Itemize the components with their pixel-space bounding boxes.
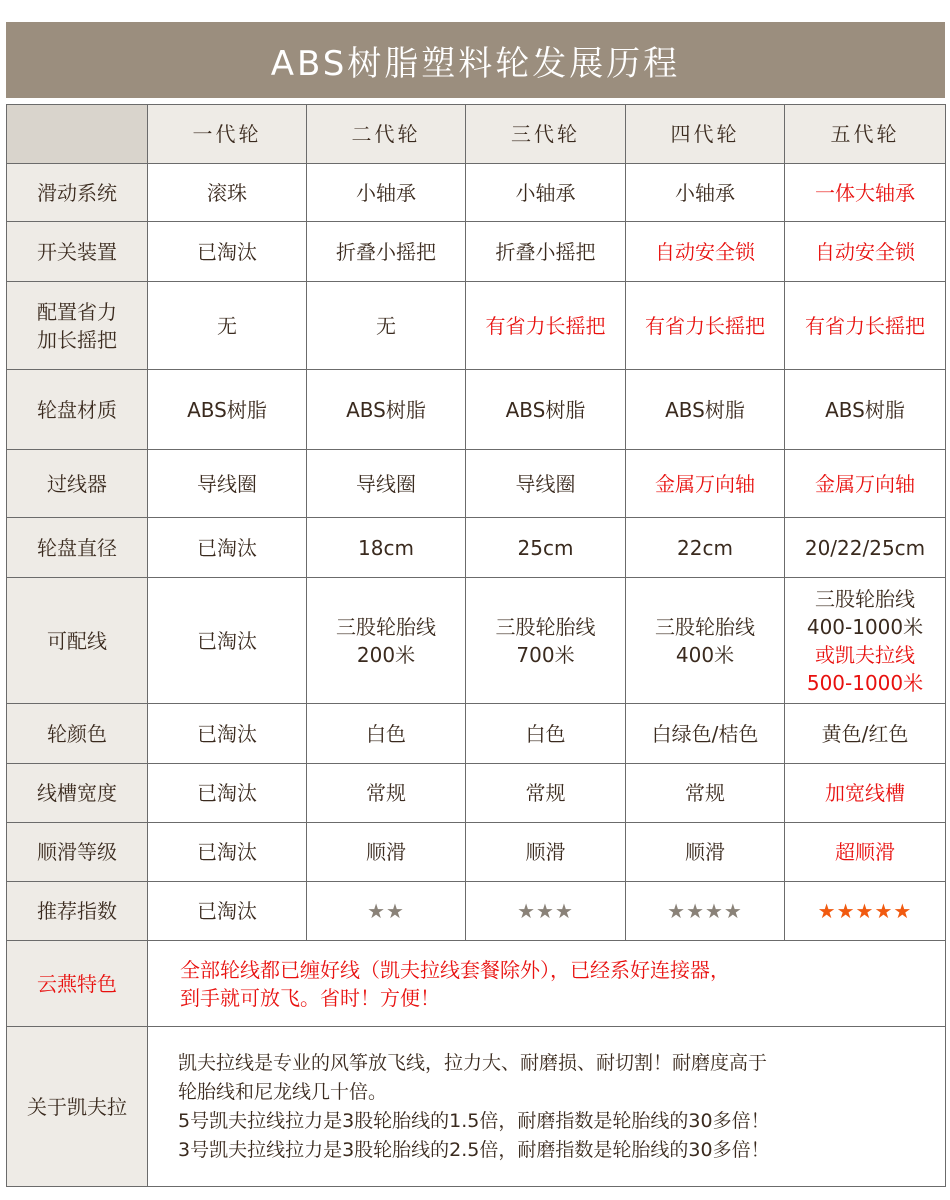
table-cell: 折叠小摇把 bbox=[307, 222, 466, 282]
about-row bbox=[7, 1027, 946, 1187]
table-cell: 导线圈 bbox=[307, 450, 466, 518]
cell-line-highlight: 或凯夫拉线 bbox=[815, 642, 915, 667]
column-header: 三代轮 bbox=[466, 105, 626, 164]
about-line: 凯夫拉线是专业的风筝放飞线，拉力大、耐磨损、耐切割！耐磨度高于 bbox=[178, 1051, 768, 1074]
table-row bbox=[7, 222, 946, 282]
table-cell: 小轴承 bbox=[307, 164, 466, 222]
table-row bbox=[7, 282, 946, 370]
star-rating: ★★★ bbox=[466, 882, 626, 941]
row-label-line: 配置省力 bbox=[37, 299, 117, 324]
table-cell bbox=[307, 578, 466, 704]
table-cell: 无 bbox=[307, 282, 466, 370]
header-row bbox=[7, 105, 946, 164]
cell-line: 400-1000米 bbox=[806, 614, 924, 639]
table-cell: ABS树脂 bbox=[148, 370, 307, 450]
cell-line: 200米 bbox=[356, 642, 416, 667]
table-row bbox=[7, 450, 946, 518]
table-cell: 常规 bbox=[307, 764, 466, 823]
comparison-table bbox=[6, 104, 946, 1187]
row-label: 轮颜色 bbox=[7, 704, 148, 764]
about-label: 关于凯夫拉 bbox=[7, 1027, 148, 1187]
table-cell: 导线圈 bbox=[148, 450, 307, 518]
table-cell-highlight: 金属万向轴 bbox=[626, 450, 785, 518]
feature-label: 云燕特色 bbox=[7, 941, 148, 1027]
table-row bbox=[7, 164, 946, 222]
row-label: 推荐指数 bbox=[7, 882, 148, 941]
row-label-line: 加长摇把 bbox=[37, 327, 117, 352]
about-line: 5号凯夫拉线拉力是3股轮胎线的1.5倍，耐磨指数是轮胎线的30多倍！ bbox=[178, 1109, 770, 1132]
star-rating: ★★★★ bbox=[626, 882, 785, 941]
table-cell: 滚珠 bbox=[148, 164, 307, 222]
row-label: 轮盘材质 bbox=[7, 370, 148, 450]
feature-text bbox=[148, 941, 946, 1027]
table-cell: 顺滑 bbox=[307, 823, 466, 882]
table-cell: 无 bbox=[148, 282, 307, 370]
row-label: 轮盘直径 bbox=[7, 518, 148, 578]
table-cell: 已淘汰 bbox=[148, 823, 307, 882]
row-label: 滑动系统 bbox=[7, 164, 148, 222]
table-cell: 常规 bbox=[626, 764, 785, 823]
table-cell: 18cm bbox=[307, 518, 466, 578]
table-row bbox=[7, 882, 946, 941]
column-header: 二代轮 bbox=[307, 105, 466, 164]
table-cell bbox=[626, 578, 785, 704]
about-text bbox=[148, 1027, 946, 1187]
feature-line: 全部轮线都已缠好线（凯夫拉线套餐除外），已经系好连接器， bbox=[180, 957, 730, 982]
row-label: 开关装置 bbox=[7, 222, 148, 282]
table-cell: ABS树脂 bbox=[626, 370, 785, 450]
table-cell: ABS树脂 bbox=[307, 370, 466, 450]
table-row bbox=[7, 823, 946, 882]
table-cell-highlight: 一体大轴承 bbox=[785, 164, 946, 222]
table-cell: 20/22/25cm bbox=[785, 518, 946, 578]
table-row bbox=[7, 704, 946, 764]
table-cell: 22cm bbox=[626, 518, 785, 578]
table-cell-highlight: 有省力长摇把 bbox=[785, 282, 946, 370]
table-cell: 白色 bbox=[466, 704, 626, 764]
table-cell bbox=[466, 578, 626, 704]
table-cell-highlight: 加宽线槽 bbox=[785, 764, 946, 823]
table-row bbox=[7, 370, 946, 450]
row-label: 可配线 bbox=[7, 578, 148, 704]
table-row bbox=[7, 578, 946, 704]
cell-line-highlight: 500-1000米 bbox=[806, 670, 924, 695]
about-line: 轮胎线和尼龙线几十倍。 bbox=[178, 1080, 388, 1103]
table-row bbox=[7, 518, 946, 578]
cell-line: 三股轮胎线 bbox=[336, 614, 436, 639]
table-row bbox=[7, 764, 946, 823]
table-cell: 顺滑 bbox=[626, 823, 785, 882]
table-cell-highlight: 有省力长摇把 bbox=[466, 282, 626, 370]
table-cell: 白绿色/桔色 bbox=[626, 704, 785, 764]
feature-line: 到手就可放飞。省时！方便！ bbox=[180, 985, 440, 1010]
table-cell: 已淘汰 bbox=[148, 704, 307, 764]
row-label bbox=[7, 282, 148, 370]
cell-line: 400米 bbox=[675, 642, 735, 667]
table-cell: 已淘汰 bbox=[148, 222, 307, 282]
table-cell: 导线圈 bbox=[466, 450, 626, 518]
header-corner bbox=[7, 105, 148, 164]
cell-line: 700米 bbox=[516, 642, 575, 667]
column-header: 四代轮 bbox=[626, 105, 785, 164]
table-cell: 已淘汰 bbox=[148, 882, 307, 941]
page-title: ABS树脂塑料轮发展历程 bbox=[6, 22, 945, 98]
table-cell: 顺滑 bbox=[466, 823, 626, 882]
cell-line: 三股轮胎线 bbox=[655, 614, 755, 639]
table-cell-highlight: 金属万向轴 bbox=[785, 450, 946, 518]
cell-line: 三股轮胎线 bbox=[495, 614, 596, 639]
table-cell: 已淘汰 bbox=[148, 518, 307, 578]
table-cell: 已淘汰 bbox=[148, 764, 307, 823]
table-cell: ABS树脂 bbox=[785, 370, 946, 450]
table-cell: 折叠小摇把 bbox=[466, 222, 626, 282]
star-rating-highlight: ★★★★★ bbox=[785, 882, 946, 941]
table-cell-highlight: 自动安全锁 bbox=[626, 222, 785, 282]
table-cell: 常规 bbox=[466, 764, 626, 823]
feature-row bbox=[7, 941, 946, 1027]
column-header: 一代轮 bbox=[148, 105, 307, 164]
row-label: 线槽宽度 bbox=[7, 764, 148, 823]
table-cell: 25cm bbox=[466, 518, 626, 578]
cell-line: 三股轮胎线 bbox=[815, 586, 915, 611]
table-cell: 白色 bbox=[307, 704, 466, 764]
about-line: 3号凯夫拉线拉力是3股轮胎线的2.5倍，耐磨指数是轮胎线的30多倍！ bbox=[178, 1138, 770, 1161]
table-cell: 已淘汰 bbox=[148, 578, 307, 704]
table-cell-highlight: 超顺滑 bbox=[785, 823, 946, 882]
table-cell: 黄色/红色 bbox=[785, 704, 946, 764]
row-label: 顺滑等级 bbox=[7, 823, 148, 882]
table-cell: 小轴承 bbox=[466, 164, 626, 222]
row-label: 过线器 bbox=[7, 450, 148, 518]
column-header: 五代轮 bbox=[785, 105, 946, 164]
table-cell bbox=[785, 578, 946, 704]
table-cell-highlight: 有省力长摇把 bbox=[626, 282, 785, 370]
table-cell: 小轴承 bbox=[626, 164, 785, 222]
table-cell: ABS树脂 bbox=[466, 370, 626, 450]
star-rating: ★★ bbox=[307, 882, 466, 941]
table-cell-highlight: 自动安全锁 bbox=[785, 222, 946, 282]
